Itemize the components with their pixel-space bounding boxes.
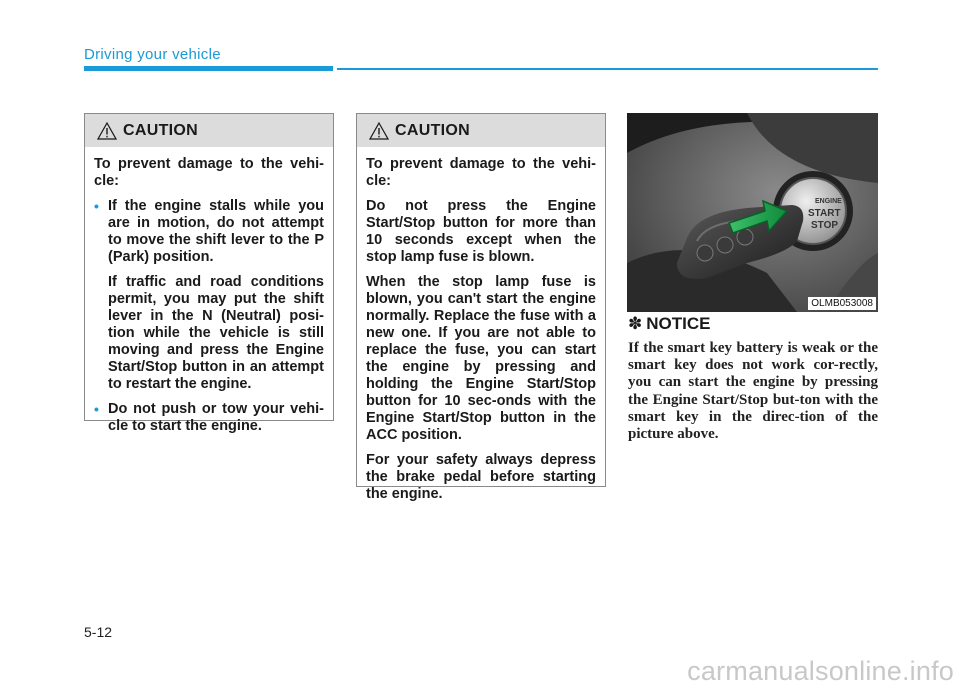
figure-code: OLMB053008 [808,297,876,310]
bullet-paragraph: Do not push or tow your vehi-cle to start the engine. [108,401,324,434]
caution-body [357,147,605,503]
caution-box-middle [356,113,606,502]
engine-button-label: START [808,208,841,219]
bullet-item [94,198,324,393]
caution-header [85,114,333,147]
caution-box-left [84,113,334,434]
bullet-icon: • [94,401,99,417]
header-rule-thin [337,68,878,70]
notice-heading [628,314,710,334]
section-title: Driving your vehicle [84,46,221,63]
warning-triangle-icon [369,122,389,140]
bullet-icon: • [94,198,99,214]
notice-title: NOTICE [646,314,711,333]
engine-button-label: ENGINE [815,198,842,205]
bullet-paragraph: If traffic and road conditions permit, you may put the shift lever in the N (Neutral) posi-tion while the vehicle is still moving and press the Engine Start/Stop button in an attempt to restart the engine. [108,274,324,392]
caution-title: CAUTION [123,121,198,139]
header-rule-thick [84,66,333,71]
notice-body: If the smart key battery is weak or the smart key does not work cor-rectly, you can start the engine by pressing the Engine Start/Stop but-ton with the smart key in the direc-tion of the picture above. [628,340,878,443]
smart-key-photo [627,113,878,312]
notice-star-icon: ✽ [628,314,643,333]
caution-header [357,114,605,147]
smart-key-illustration [627,113,878,312]
caution-paragraph: For your safety always depress the brake pedal before starting the engine. [366,452,596,502]
watermark: carmanualsonline.info [687,656,954,686]
caution-paragraph: When the stop lamp fuse is blown, you can't start the engine normally. Replace the fuse with a new one. If you are not able to replace the fuse, you can start the engine by pressing and holding the Engine Start/Stop button for 10 sec-onds with the Engine Start/Stop button in the ACC position. [366,274,596,443]
bullet-item [94,401,324,435]
caution-paragraph: Do not press the Engine Start/Stop button for more than 10 seconds except when the stop lamp fuse is blown. [366,198,596,265]
caution-paragraph: To prevent damage to the vehi-cle: [366,156,596,189]
page-number: 5-12 [84,624,113,640]
warning-triangle-icon [97,122,117,140]
engine-button-label: STOP [811,220,839,231]
caution-intro: To prevent damage to the vehi-cle: [94,156,324,189]
caution-title: CAUTION [395,121,470,139]
bullet-paragraph: If the engine stalls while you are in motion, do not attempt to move the shift lever to the P (Park) position. [108,198,324,265]
caution-body [85,147,333,435]
